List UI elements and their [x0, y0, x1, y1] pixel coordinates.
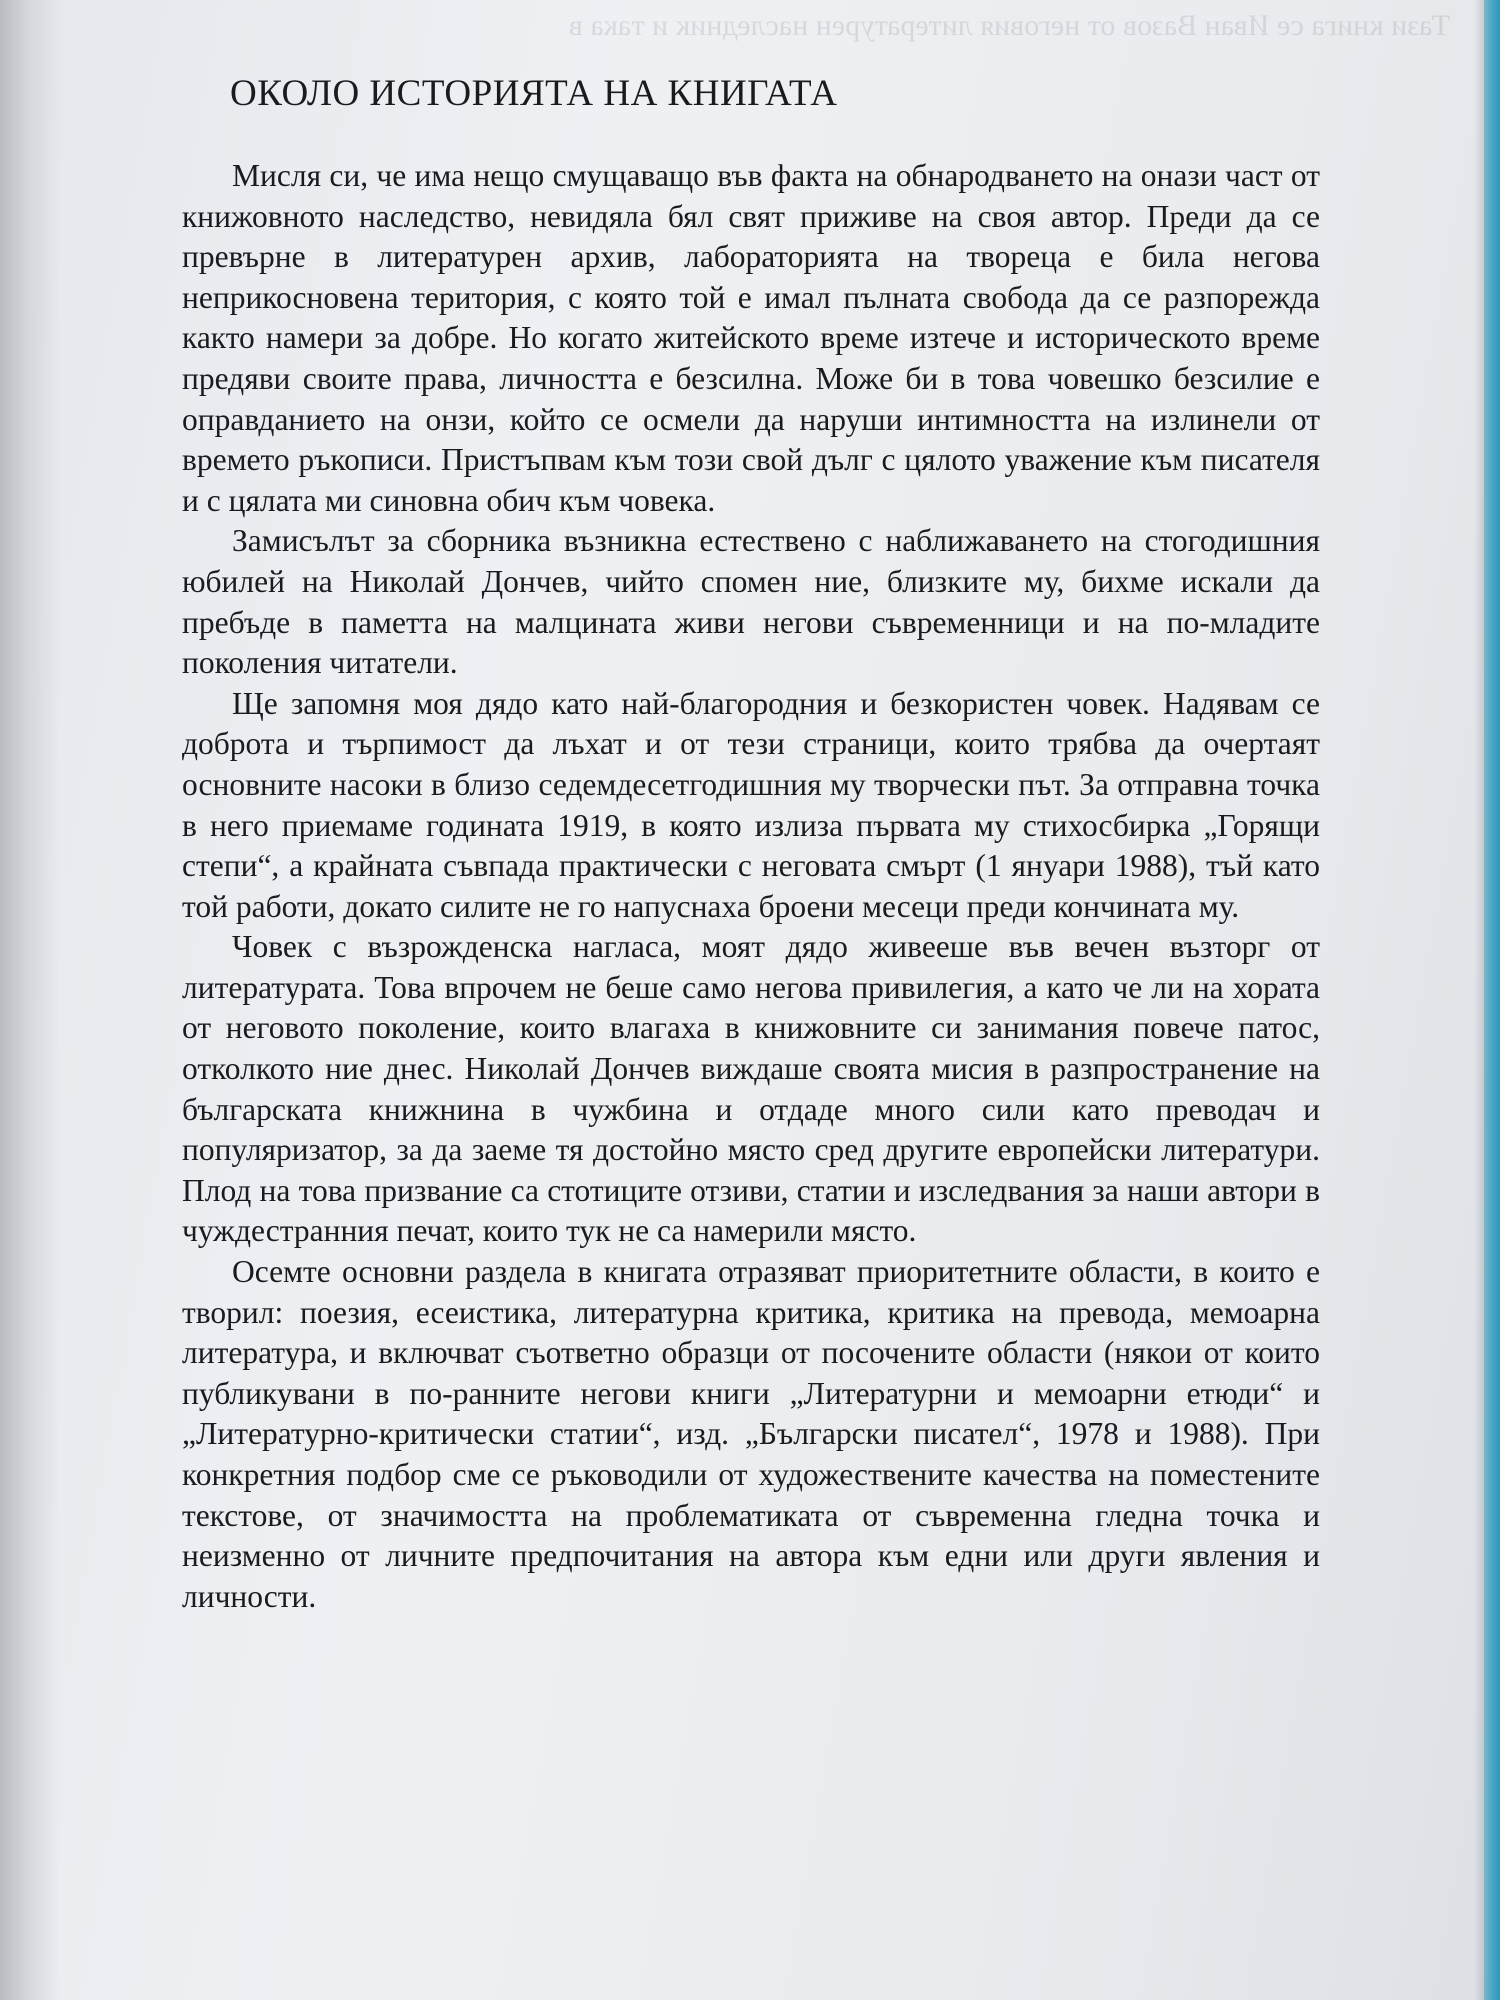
cover-edge-shadow	[1474, 0, 1484, 2000]
paragraph-3: Ще запомня моя дядо като най-благородния и безкористен човек. Надявам се доброта и търпимост да лъхат и от тези страници, които трябва да очертаят основните насоки в близо седемдесетгодишния му творчески път. За отправна точка в него приемаме годината 1919, в която излиза първата му стихосбирка „Горящи степи“, а крайната съвпада практически с неговата смърт (1 януари 1988), тъй като той работи, докато силите не го напуснаха броени месеци преди кончината му.	[182, 685, 1320, 924]
page-text-block	[182, 72, 1320, 1617]
paragraph-1: Мисля си, че има нещо смущаващо във факта на обнародването на онази част от книжовното наследство, невидяла бял свят приживе на своя автор. Преди да се превърне в литературен архив, лабораторията на твореца е била негова неприкосновена територия, с която той е имал пълната свобода да се разпорежда както намери за добре. Но когато житейското време изтече и историческото време предяви своите права, личността е безсилна. Може би в това човешко безсилие е оправданието на онзи, който се осмели да наруши интимността на излинели от времето ръкописи. Пристъпвам към този свой дълг с цялото уважение към писателя и с цялата ми синовна обич към човека.	[182, 158, 1320, 518]
paragraph-5: Осемте основни раздела в книгата отразяват приоритетните области, в които е творил: поезия, есеистика, литературна критика, критика на превода, мемоарна литература, и включват съответно образци от посочените области (някои от които публикувани в по-ранните негови книги „Литературни и мемоарни етюди“ и „Литературно-критически статии“, изд. „Български писател“, 1978 и 1988). При конкретния подбор сме се ръководили от художествените качества на поместените текстове, от значимостта на проблематиката от съвременна гледна точка и неизменно от личните предпочитания на автора към едни или други явления и личности.	[182, 1254, 1320, 1614]
show-through-text: Тази книга се Иван Вазов от неговия литературен наследник и така в	[568, 9, 1450, 42]
gutter-shadow	[0, 0, 60, 2000]
paragraph-4: Човек с възрожденска нагласа, моят дядо живееше във вечен възторг от литературата. Това впрочем не беше само негова привилегия, а като че ли на хората от неговото поколение, които влагаха в книжовните си занимания повече патос, отколкото ние днес. Николай Дончев виждаше своята мисия в разпространение на българската книжнина в чужбина и отдаде много сили като преводач и популяризатор, за да заеме тя достойно място сред другите европейски литератури. Плод на това призвание са стотиците отзиви, статии и изследвания за наши автори в чуждестранния печат, които тук не са намерили място.	[182, 929, 1320, 1249]
book-cover-edge	[1484, 0, 1500, 2000]
chapter-title: ОКОЛО ИСТОРИЯТА НА КНИГАТА	[230, 73, 838, 114]
paragraph-2: Замисълът за сборника възникна естествено с наближаването на стогодишния юбилей на Николай Дончев, чийто спомен ние, близките му, бихме искали да пребъде в паметта на малцината живи негови съвременници и на по-младите поколения читатели.	[182, 523, 1320, 681]
